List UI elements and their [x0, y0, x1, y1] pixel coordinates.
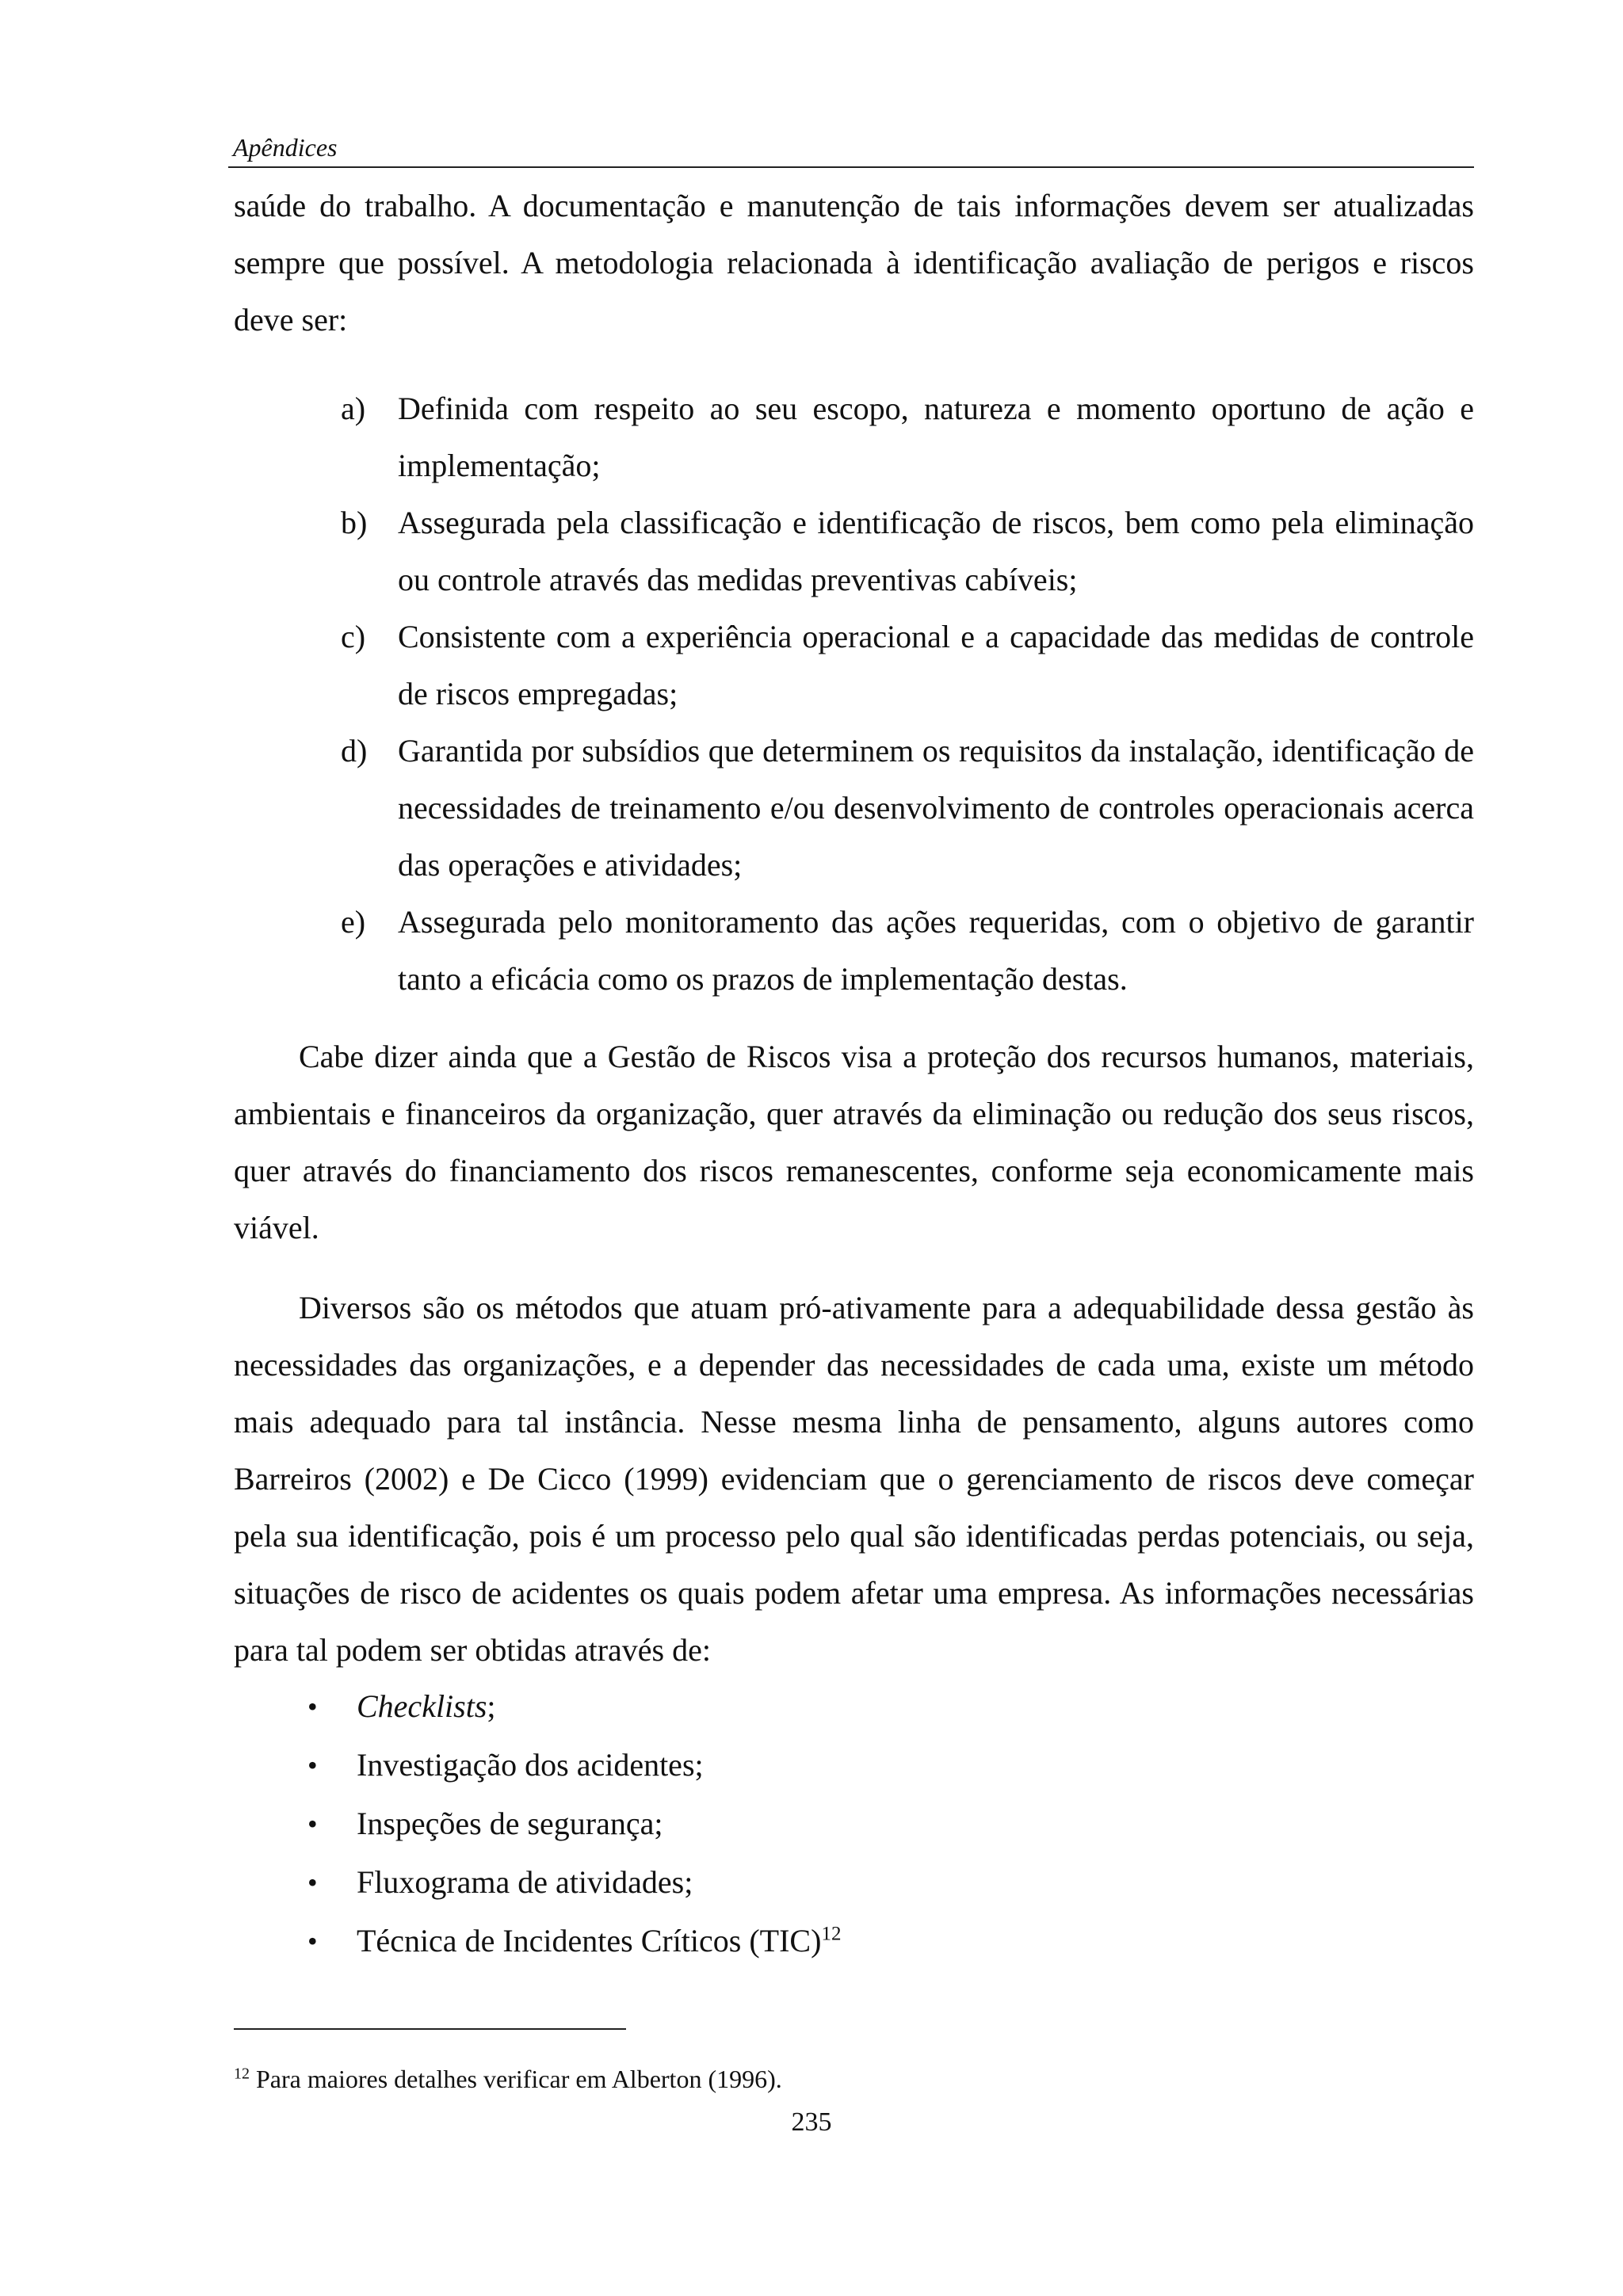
- page-number: 235: [791, 2107, 832, 2137]
- bullet-icon: •: [307, 1808, 318, 1840]
- requirement-text: Assegurada pela classificação e identificação de riscos, bem como pela eliminação ou controle através das medidas preventivas cabíveis;: [398, 505, 1474, 597]
- source-item: [301, 1853, 1474, 1912]
- risk-management-paragraph: Cabe dizer ainda que a Gestão de Riscos visa a proteção dos recursos humanos, materiais, ambientais e financeiros da organização, quer através da eliminação ou redução dos seus riscos, quer através do financiamento dos riscos remanescentes, conforme seja economicamente mais viável.: [234, 1039, 1474, 1245]
- requirement-marker: e): [341, 904, 366, 940]
- bullet-icon: •: [307, 1925, 318, 1957]
- requirement-item-a: [341, 380, 1474, 494]
- requirement-item-e: [341, 894, 1474, 1008]
- bullet-icon: •: [307, 1749, 318, 1781]
- source-item: [301, 1736, 1474, 1794]
- running-header: Apêndices: [233, 133, 338, 162]
- requirement-item-d: [341, 723, 1474, 894]
- requirement-text: Assegurada pelo monitoramento das ações requeridas, com o objetivo de garantir tanto a eficácia como os prazos de implementação destas.: [398, 904, 1474, 997]
- source-text: Checklists: [357, 1688, 487, 1724]
- methods-paragraph: Diversos são os métodos que atuam pró-ativamente para a adequabilidade dessa gestão às necessidades das organizações, e a depender das necessidades de cada uma, existe um método mais adequado para tal instância. Nesse mesma linha de pensamento, alguns autores como Barreiros (2002) e De Cicco (1999) evidenciam que o gerenciamento de riscos deve começar pela sua identificação, pois é um processo pelo qual são identificadas perdas potenciais, ou seja, situações de risco de acidentes os quais podem afetar uma empresa. As informações necessárias para tal podem ser obtidas através de:: [234, 1290, 1474, 1668]
- requirement-text: Consistente com a experiência operacional e a capacidade das medidas de controle de riscos empregadas;: [398, 619, 1474, 711]
- source-punctuation: ;: [487, 1688, 496, 1724]
- footnote-number: 12: [234, 2065, 250, 2083]
- footnote-text: Para maiores detalhes verificar em Alberton (1996).: [256, 2065, 782, 2093]
- footnote-reference[interactable]: 12: [821, 1923, 842, 1945]
- requirement-item-b: [341, 494, 1474, 608]
- source-item: [301, 1912, 1474, 1970]
- requirement-marker: a): [341, 391, 366, 426]
- requirements-list: [341, 380, 1474, 1008]
- information-sources-list: [301, 1677, 1474, 1970]
- source-text: Inspeções de segurança;: [357, 1806, 663, 1841]
- requirement-marker: d): [341, 733, 368, 769]
- source-text: Investigação dos acidentes;: [357, 1747, 704, 1783]
- source-item: [301, 1794, 1474, 1853]
- requirement-marker: b): [341, 505, 368, 540]
- requirement-marker: c): [341, 619, 366, 654]
- intro-paragraph: saúde do trabalho. A documentação e manutenção de tais informações devem ser atualizadas sempre que possível. A metodologia relacionada à identificação avaliação de perigos e riscos deve ser:: [234, 188, 1474, 338]
- bullet-icon: •: [307, 1691, 318, 1722]
- source-item: [301, 1677, 1474, 1736]
- bullet-icon: •: [307, 1867, 318, 1898]
- source-text: Fluxograma de atividades;: [357, 1864, 693, 1900]
- footnote: [234, 2063, 782, 2095]
- requirement-text: Definida com respeito ao seu escopo, natureza e momento oportuno de ação e implementação;: [398, 391, 1474, 483]
- requirement-item-c: [341, 608, 1474, 723]
- header-rule: [228, 166, 1474, 168]
- source-text: Técnica de Incidentes Críticos (TIC): [357, 1923, 822, 1958]
- requirement-text: Garantida por subsídios que determinem os requisitos da instalação, identificação de necessidades de treinamento e/ou desenvolvimento de controles operacionais acerca das operações e atividades;: [398, 733, 1474, 883]
- footnote-separator: [234, 2028, 626, 2030]
